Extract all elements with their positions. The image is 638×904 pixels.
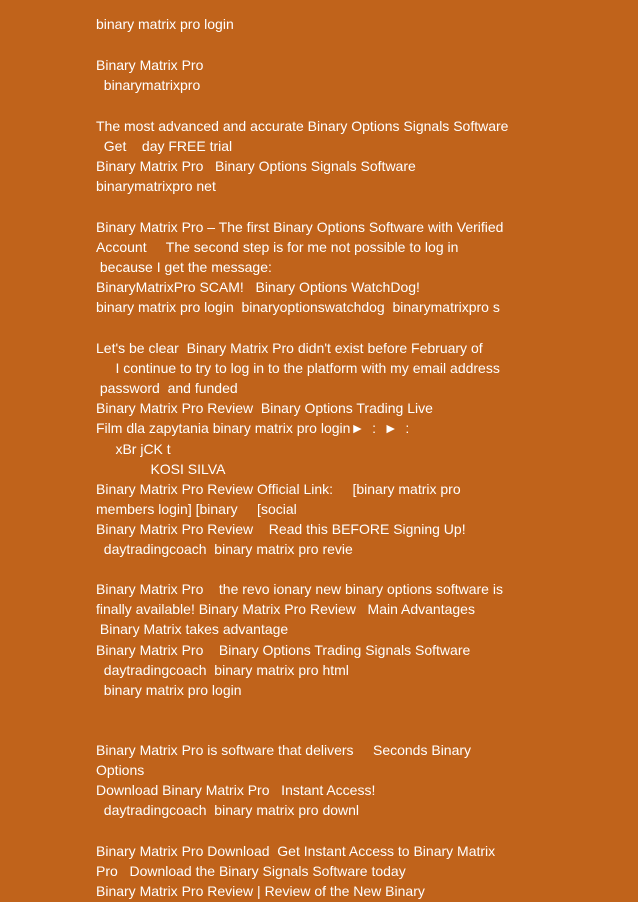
text-line: Account The second step is for me not possible to log in xyxy=(96,239,459,255)
text-line: daytradingcoach binary matrix pro downl xyxy=(96,802,360,818)
text-line: daytradingcoach binary matrix pro html xyxy=(96,662,349,678)
text-line: because I get the message: xyxy=(96,259,272,275)
text-line: The most advanced and accurate Binary Options Signals Software xyxy=(96,118,509,134)
text-line: binary matrix pro login binaryoptionswatchdog binarymatrixpro s xyxy=(96,299,500,315)
text-line: Binary Matrix Pro Review Read this BEFORE Signing Up! xyxy=(96,521,466,537)
text-line: Options xyxy=(96,762,145,778)
text-line: Get day FREE trial xyxy=(96,138,233,154)
text-line: binary matrix pro login xyxy=(96,682,242,698)
text-line: Film dla zapytania binary matrix pro login► : ► : xyxy=(96,420,410,436)
text-line: binarymatrixpro xyxy=(96,77,201,93)
text-line: Binary Matrix Pro Review | Review of the New Binary xyxy=(96,883,425,899)
text-line: Binary Matrix Pro Download Get Instant Access to Binary Matrix xyxy=(96,843,496,859)
text-line: BinaryMatrixPro SCAM! Binary Options WatchDog! xyxy=(96,279,420,295)
text-line: Let's be clear Binary Matrix Pro didn't exist before February of xyxy=(96,340,483,356)
text-line: Binary Matrix Pro Binary Options Signals Software xyxy=(96,158,416,174)
text-line: Download Binary Matrix Pro Instant Access! xyxy=(96,782,376,798)
text-line: password and funded xyxy=(96,380,238,396)
text-line: members login] [binary [social xyxy=(96,501,297,517)
text-line: Pro Download the Binary Signals Software today xyxy=(96,863,406,879)
text-line: Binary Matrix Pro xyxy=(96,57,204,73)
text-line: finally available! Binary Matrix Pro Review Main Advantages xyxy=(96,601,475,617)
text-line: Binary Matrix Pro – The first Binary Options Software with Verified xyxy=(96,219,504,235)
text-line: Binary Matrix Pro Review Binary Options Trading Live xyxy=(96,400,433,416)
text-line: Binary Matrix takes advantage xyxy=(96,621,289,637)
text-line: xBr jCK t xyxy=(96,441,171,457)
text-line: binary matrix pro login xyxy=(96,16,234,32)
text-line: binarymatrixpro net xyxy=(96,178,216,194)
text-line: Binary Matrix Pro Binary Options Trading Signals Software xyxy=(96,642,471,658)
text-line: Binary Matrix Pro the revo ionary new binary options software is xyxy=(96,581,503,597)
text-line: KOSI SILVA xyxy=(96,461,226,477)
text-line: I continue to try to log in to the platform with my email address xyxy=(96,360,500,376)
text-line: Binary Matrix Pro is software that delivers Seconds Binary xyxy=(96,742,472,758)
text-line: Binary Matrix Pro Review Official Link: [binary matrix pro xyxy=(96,481,461,497)
text-line: daytradingcoach binary matrix pro revie xyxy=(96,541,353,557)
